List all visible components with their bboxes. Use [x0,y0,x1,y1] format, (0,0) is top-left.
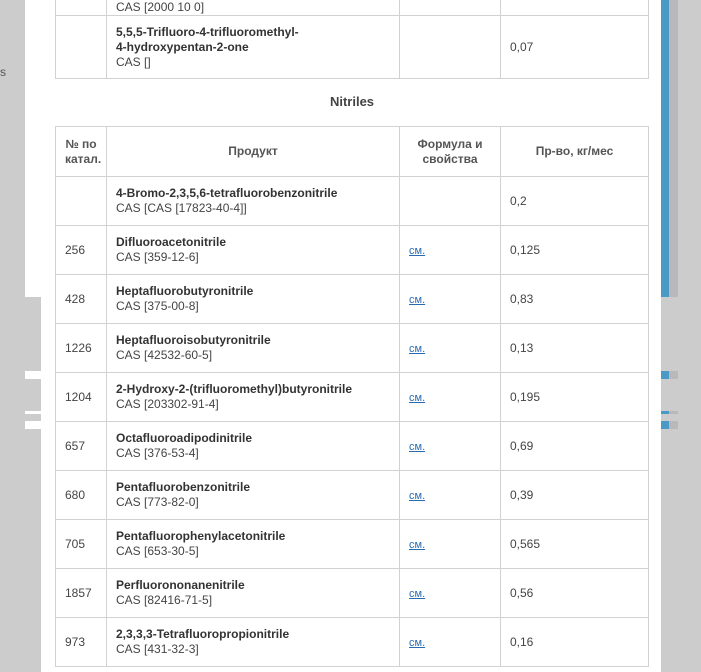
header-production: Пр-во, кг/мес [501,127,649,177]
product-cas: CAS [773-82-0] [116,495,199,509]
formula-link[interactable]: см. [409,588,426,600]
table-row [56,177,649,226]
table-row [56,226,649,275]
formula-link[interactable]: см. [409,637,426,649]
catalog-number: 428 [56,275,107,324]
formula-link[interactable]: см. [409,343,426,355]
product-cas: CAS [431-32-3] [116,642,199,656]
product-cas: CAS [CAS [17823-40-4]] [116,201,247,215]
formula-cell [400,226,501,275]
catalog-number: 1226 [56,324,107,373]
header-product: Продукт [107,127,400,177]
formula-link[interactable]: см. [409,245,426,257]
production-value: 0,83 [501,275,649,324]
left-edge-text: s [0,65,6,79]
product-cas: CAS [376-53-4] [116,446,199,460]
table-header-row [56,127,649,177]
catalog-number: 705 [56,520,107,569]
production-value: 0,13 [501,324,649,373]
product-cas: CAS [42532-60-5] [116,348,213,362]
product-name: Perfluorononanenitrile [116,578,245,592]
product-cell [107,16,400,79]
product-cas: CAS [653-30-5] [116,544,199,558]
catalog-number: 256 [56,226,107,275]
production-value: 0,56 [501,569,649,618]
formula-cell [400,618,501,667]
product-cell [107,618,400,667]
product-cas: CAS [359-12-6] [116,250,199,264]
formula-link[interactable]: см. [409,539,426,551]
formula-link[interactable]: см. [409,294,426,306]
catalog-number: 1204 [56,373,107,422]
formula-cell [400,471,501,520]
formula-cell [400,177,501,226]
formula-cell [400,16,501,79]
product-cas: CAS [] [116,54,151,69]
product-cell [107,569,400,618]
production-value: 0,07 [501,16,649,79]
product-cell [107,373,400,422]
products-table-previous [55,0,649,79]
product-name: 5,5,5-Trifluoro-4-trifluoromethyl- 4-hydroxypentan-2-one [116,24,299,54]
formula-cell [400,324,501,373]
production-value: 0,2 [501,177,649,226]
product-cell [107,275,400,324]
table-row [56,373,649,422]
product-name: Pentafluorophenylacetonitrile [116,529,286,543]
section-title: Nitriles [329,94,375,109]
catalog-number: 1857 [56,569,107,618]
product-cell [107,422,400,471]
table-row [56,618,649,667]
product-name: Heptafluoroisobutyronitrile [116,333,271,347]
production-value: 0,39 [501,471,649,520]
product-cas: CAS [375-00-8] [116,299,199,313]
product-cell [107,324,400,373]
product-name: Pentafluorobenzonitrile [116,480,251,494]
production-value: 0,195 [501,373,649,422]
product-cell [107,471,400,520]
header-catalog-number: № по катал. [56,127,107,177]
formula-link[interactable]: см. [409,441,426,453]
table-row [56,16,649,79]
header-formula: Формула и свойства [400,127,501,177]
production-value: 0,69 [501,422,649,471]
table-row [56,569,649,618]
formula-cell [400,569,501,618]
table-row [56,275,649,324]
table-row [56,0,649,16]
formula-cell [400,422,501,471]
product-cell [107,520,400,569]
table-row [56,422,649,471]
product-name: Heptafluorobutyronitrile [116,284,254,298]
background-scroll-track [669,0,678,297]
catalog-number [56,177,107,226]
formula-cell [400,373,501,422]
product-cas: CAS [82416-71-5] [116,593,213,607]
catalog-number [56,16,107,79]
product-name: 2-Hydroxy-2-(trifluoromethyl)butyronitrile [116,382,353,396]
product-cas: CAS [2000 10 0] [116,0,205,14]
product-name: Difluoroacetonitrile [116,235,227,249]
product-name: 4-Bromo-2,3,5,6-tetrafluorobenzonitrile [116,186,338,200]
formula-link[interactable]: см. [409,392,426,404]
formula-cell [400,275,501,324]
formula-link[interactable]: см. [409,490,426,502]
catalog-number: 680 [56,471,107,520]
product-name: Octafluoroadipodinitrile [116,431,253,445]
production-value: 0,565 [501,520,649,569]
product-cell [107,177,400,226]
catalog-number: 973 [56,618,107,667]
production-value: 0,125 [501,226,649,275]
catalog-number: 657 [56,422,107,471]
formula-cell [400,520,501,569]
product-name: 2,3,3,3-Tetrafluoropropionitrile [116,627,290,641]
table-row [56,324,649,373]
background-scroll-accent [661,0,669,297]
nitriles-table [55,126,649,667]
table-row [56,520,649,569]
product-cas: CAS [203302-91-4] [116,397,219,411]
production-value: 0,16 [501,618,649,667]
product-cell [107,226,400,275]
table-row [56,471,649,520]
